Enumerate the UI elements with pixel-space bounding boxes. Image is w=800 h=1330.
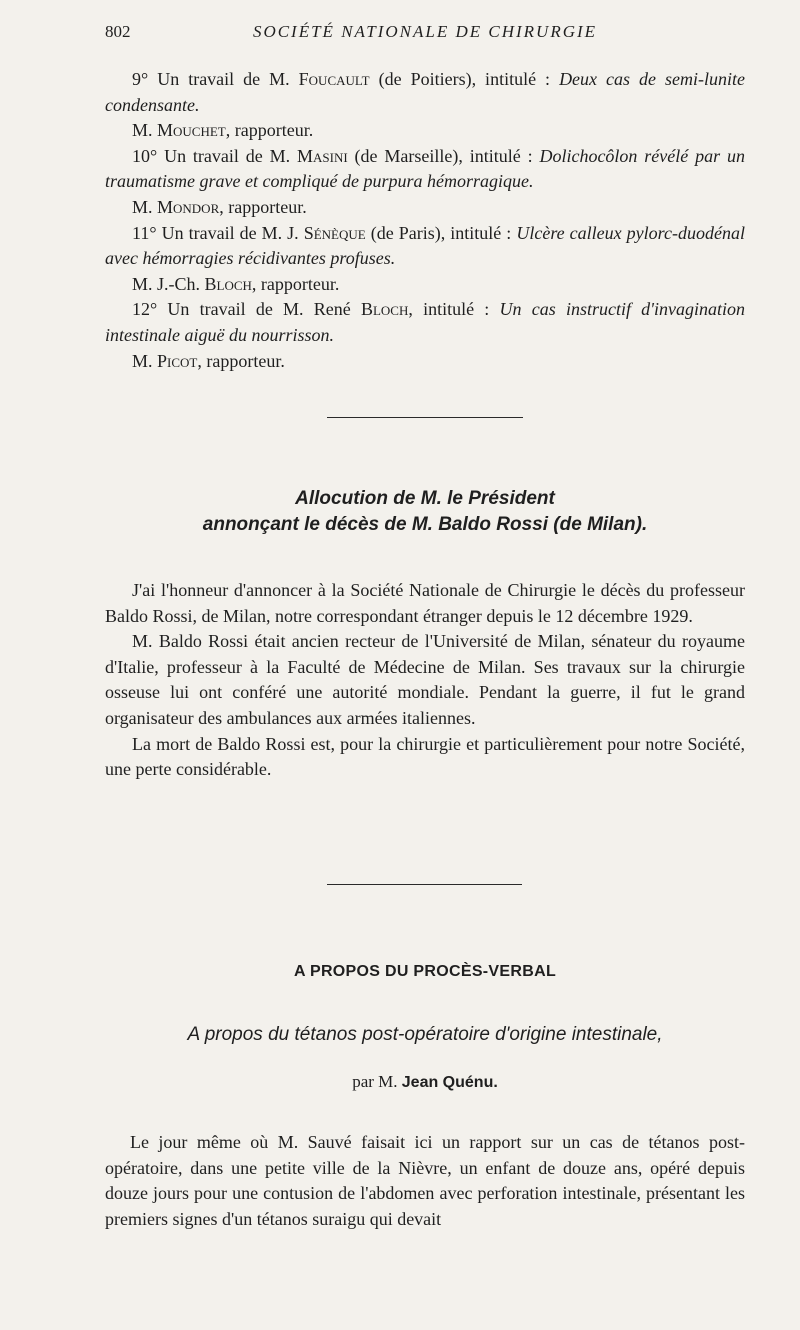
article-text [105,1130,745,1232]
rapporteur-line: M. J.-Ch. Bloch, rapporteur. [132,273,340,294]
works-list [105,67,745,374]
author-name: Jean Quénu. [401,1074,498,1091]
article-title: A propos du tétanos post-opératoire d'origine intestinale, [187,1024,663,1045]
rapporteur-line: M. Mondor, rapporteur. [132,196,307,217]
paragraph: Le jour même où M. Sauvé faisait ici un rapport sur un cas de tétanos post-opératoire, dans une petite ville de la Nièvre, un enfant de douze ans, opéré depuis douze jours pour une contusion de l'abdomen avec perforation intestinale, présentant les premiers signes d'un tétanos suraigu qui devait [105,1132,745,1229]
list-item: 10° Un travail de M. Masini (de Marseille), intitulé : Dolichocôlon révélé par un traumatisme grave et compliqué de purpura hémorragique. [105,145,745,192]
allocution-heading: Allocution de M. le Président annonçant le décès de M. Baldo Rossi (de Milan). [202,488,648,535]
paragraph: J'ai l'honneur d'annoncer à la Société Nationale de Chirurgie le décès du professeur Baldo Rossi, de Milan, notre correspondant étranger depuis le 12 décembre 1929. [105,580,745,626]
running-title: SOCIÉTÉ NATIONALE DE CHIRURGIE [252,22,598,41]
paragraph: M. Baldo Rossi était ancien recteur de l'Université de Milan, sénateur du royaume d'Italie, professeur à la Faculté de Médecine de Milan. Ses travaux sur la chirurgie osseuse lui ont conféré une autorité mondiale. Pendant la guerre, il fut le grand organisateur des ambulances aux armées italiennes. [105,631,745,728]
paragraph: La mort de Baldo Rossi est, pour la chirurgie et particulièrement pour notre Société, une perte considérable. [105,733,745,780]
list-item: 9° Un travail de M. Foucault (de Poitiers), intitulé : Deux cas de semi-lunite condensante. [105,69,745,115]
rapporteur-line: M. Mouchet, rapporteur. [132,120,314,141]
page-header [105,22,745,46]
list-item: 11° Un travail de M. J. Sénèque (de Paris), intitulé : Ulcère calleux pylorc-duodénal avec hémorragies récidivantes profuses. [105,222,745,269]
list-item: 12° Un travail de M. René Bloch, intitulé : Un cas instructif d'invagination intestinale aiguë du nourrisson. [105,299,746,345]
allocution-text [105,578,745,783]
byline: par M. Jean Quénu. [352,1072,498,1091]
section-divider [327,417,523,418]
section-title: A PROPOS DU PROCÈS-VERBAL [293,963,557,980]
rapporteur-line: M. Picot, rapporteur. [132,350,285,371]
page-number: 802 [105,22,131,41]
section-divider [327,884,522,885]
